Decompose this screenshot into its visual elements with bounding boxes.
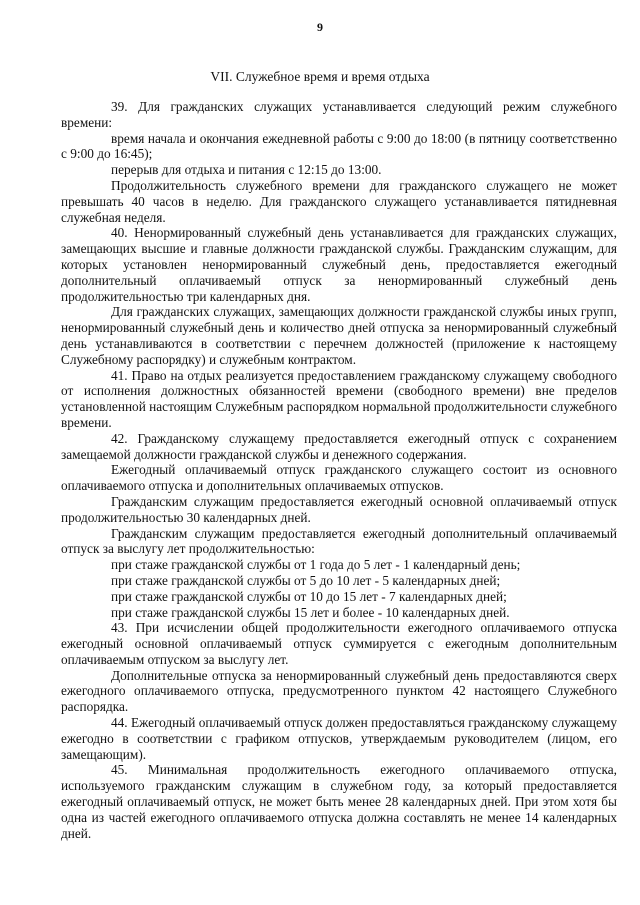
paragraph: 42. Гражданскому служащему предоставляется ежегодный отпуск с сохранением замещаемой должности гражданской службы и денежного содержания. — [61, 430, 617, 462]
paragraph: Гражданским служащим предоставляется ежегодный дополнительный оплачиваемый отпуск за выслугу лет продолжительностью: — [61, 525, 617, 557]
paragraph: Продолжительность служебного времени для гражданского служащего не может превышать 40 часов в неделю. Для гражданского служащего устанавливается пятидневная служебная неделя. — [61, 177, 617, 225]
document-body — [61, 99, 617, 841]
paragraph: при стаже гражданской службы 15 лет и более - 10 календарных дней. — [111, 604, 510, 620]
paragraph: при стаже гражданской службы от 5 до 10 лет - 5 календарных дней; — [111, 572, 501, 588]
paragraph: 45. Минимальная продолжительность ежегодного оплачиваемого отпуска, используемого гражданским служащим в служебном году, за который предоставляется ежегодный оплачиваемый отпуск, не может быть менее 28 календарных дней. При этом хотя бы одна из частей ежегодного оплачиваемого отпуска должна составлять не менее 14 календарных дней. — [61, 762, 617, 841]
paragraph: время начала и окончания ежедневной работы с 9:00 до 18:00 (в пятницу соответственно с 9:00 до 16:45); — [61, 130, 617, 162]
paragraph: Ежегодный оплачиваемый отпуск гражданского служащего состоит из основного оплачиваемого отпуска и дополнительных оплачиваемых отпусков. — [61, 462, 617, 494]
page-number: 9 — [317, 20, 323, 34]
paragraph: 40. Ненормированный служебный день устанавливается для гражданских служащих, замещающих высшие и главные должности гражданской службы. Гражданским служащим, для которых установлен ненормированный служебный день, предоставляется ежегодный дополнительный оплачиваемый отпуск за ненормированный служебный день продолжительностью три календарных дня. — [61, 225, 617, 304]
paragraph: 43. При исчислении общей продолжительности ежегодного оплачиваемого отпуска ежегодный основной оплачиваемый отпуск суммируется с ежегодным дополнительным оплачиваемым отпуском за выслугу лет. — [61, 620, 617, 667]
paragraph: Дополнительные отпуска за ненормированный служебный день предоставляются сверх ежегодного оплачиваемого отпуска, предусмотренного пунктом 42 настоящего Служебного распорядка. — [61, 667, 617, 715]
paragraph: Гражданским служащим предоставляется ежегодный основной оплачиваемый отпуск продолжительностью 30 календарных дней. — [61, 493, 617, 525]
paragraph: 41. Право на отдых реализуется предоставлением гражданскому служащему свободного от исполнения должностных обязанностей времени (свободного времени) вне пределов установленной настоящим Служебным распорядком нормальной продолжительности служебного времени. — [61, 367, 617, 430]
paragraph: 44. Ежегодный оплачиваемый отпуск должен предоставляться гражданскому служащему ежегодно в соответствии с графиком отпусков, утверждаемым руководителем (лицом, его замещающим). — [61, 715, 617, 762]
paragraph: при стаже гражданской службы от 1 года до 5 лет - 1 календарный день; — [111, 557, 521, 573]
paragraph: 39. Для гражданских служащих устанавливается следующий режим служебного времени: — [61, 99, 617, 130]
paragraph: при стаже гражданской службы от 10 до 15 лет - 7 календарных дней; — [111, 588, 507, 604]
paragraph: перерыв для отдыха и питания с 12:15 до 13:00. — [111, 162, 382, 178]
section-heading: VII. Служебное время и время отдыха — [210, 69, 430, 84]
paragraph: Для гражданских служащих, замещающих должности гражданской службы иных групп, ненормированный служебный день и количество дней отпуска за ненормированный служебный день устанавливаются в соответствии с перечнем должностей (приложение к настоящему Служебному распорядку) и служебным контрактом. — [61, 304, 617, 367]
